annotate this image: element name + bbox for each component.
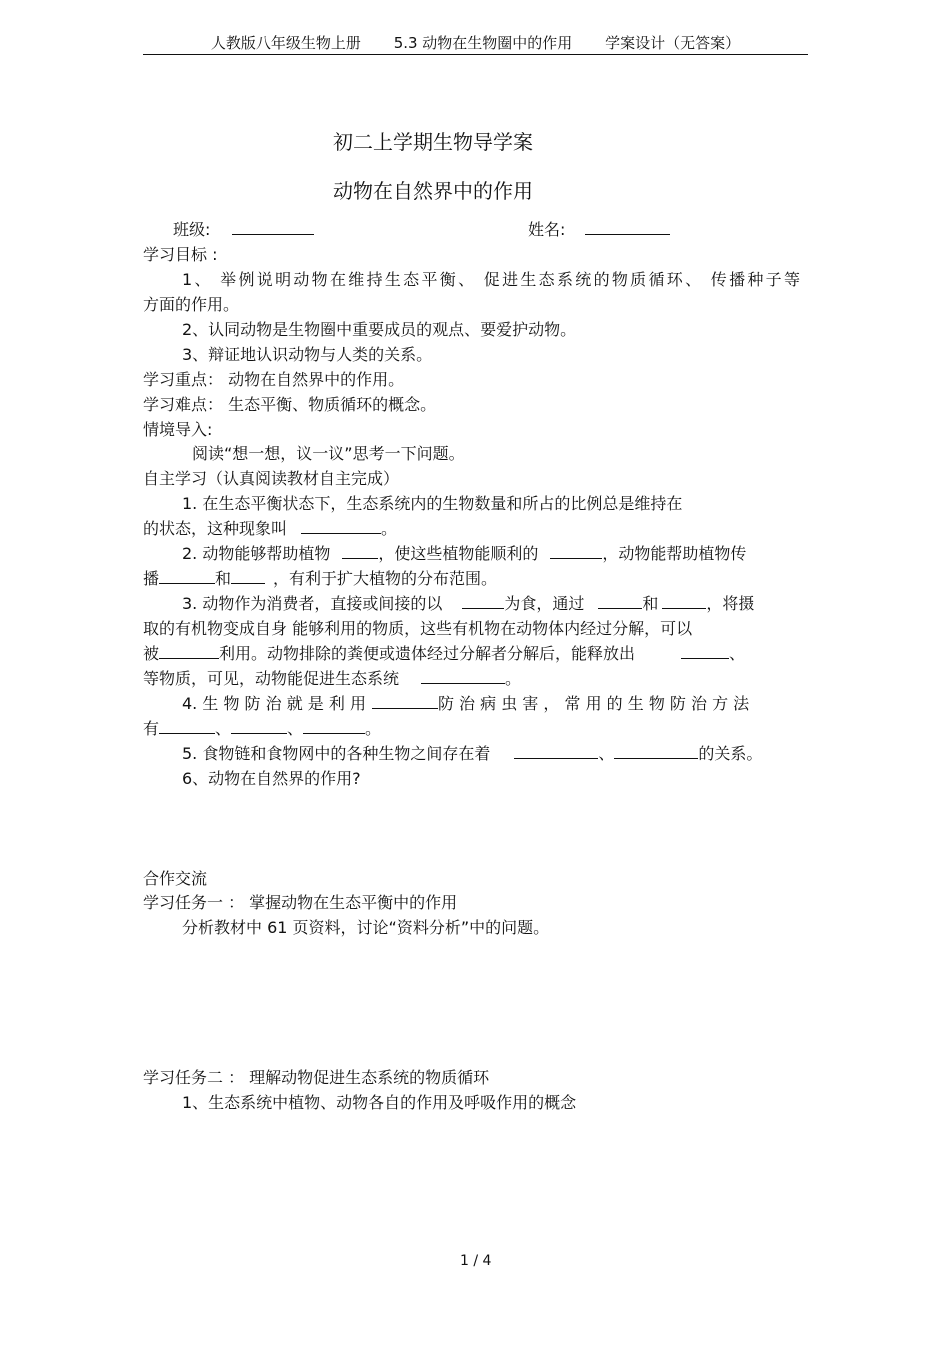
objective-2: 2、认同动物是生物圈中重要成员的观点、要爱护动物。 <box>182 320 577 339</box>
document-title: 初二上学期生物导学案 <box>333 130 533 154</box>
answer-blank[interactable] <box>372 694 438 709</box>
objective-1-line1: 1、 举例说明动物在维持生态平衡、 促进生态系统的物质循环、 传播种子等 <box>182 270 800 289</box>
question-2-text: ，动物能帮助植物传 <box>602 544 747 563</box>
punctuation: 。 <box>505 669 522 688</box>
answer-blank[interactable] <box>662 594 706 609</box>
intro-heading: 情境导入: <box>143 420 213 439</box>
page-header <box>143 34 808 52</box>
task-1-title: 学习任务一 ： 掌握动物在生态平衡中的作用 <box>143 893 458 912</box>
answer-blank[interactable] <box>421 669 505 684</box>
document-subtitle: 动物在自然界中的作用 <box>333 179 533 203</box>
question-4-text: 有 <box>143 719 160 738</box>
question-5-text: 5. 食物链和食物网中的各种生物之间存在着 <box>182 744 491 763</box>
question-3-text: 和 <box>642 594 659 613</box>
answer-blank[interactable] <box>462 594 504 609</box>
answer-blank[interactable] <box>303 719 365 734</box>
answer-blank[interactable] <box>681 644 729 659</box>
answer-blank[interactable] <box>231 719 287 734</box>
punctuation: 、 <box>598 744 615 763</box>
answer-blank[interactable] <box>159 644 219 659</box>
task-1-text: 分析教材中 61 页资料，讨论“资料分析”中的问题。 <box>182 918 550 937</box>
question-3-line4 <box>143 669 521 689</box>
objective-3: 3、辩证地认识动物与人类的关系。 <box>182 345 433 364</box>
task-2-title: 学习任务二 ： 理解动物促进生态系统的物质循环 <box>143 1068 490 1087</box>
key-point: 学习重点： 动物在自然界中的作用。 <box>143 370 405 389</box>
question-3-text: 被 <box>143 644 160 663</box>
question-2-text: 播 <box>143 569 160 588</box>
answer-blank[interactable] <box>231 569 265 584</box>
objective-1-line2: 方面的作用。 <box>143 295 240 314</box>
class-label: 班级: <box>173 220 211 239</box>
question-3-text: 3. 动物作为消费者，直接或间接的以 <box>182 594 443 613</box>
question-3-line3 <box>143 644 745 664</box>
answer-blank[interactable] <box>598 594 642 609</box>
header-section: 5.3 动物在生物圈中的作用 <box>393 34 573 52</box>
question-3-text: 利用。动物排除的粪便或遗体经过分解者分解后，能释放出 <box>219 644 636 663</box>
answer-blank[interactable] <box>159 569 215 584</box>
question-5 <box>182 744 762 764</box>
intro-text: 阅读“想一想，议一议”思考一下问题。 <box>192 444 465 463</box>
question-2-text: ，有利于扩大植物的分布范围。 <box>273 569 498 588</box>
question-2-line1 <box>182 544 746 564</box>
class-field <box>173 220 314 240</box>
question-4-line2 <box>143 719 381 739</box>
question-4-line1 <box>182 694 802 714</box>
punctuation: 、 <box>287 719 304 738</box>
punctuation: 。 <box>381 519 398 538</box>
difficulty: 学习难点： 生态平衡、物质循环的概念。 <box>143 395 437 414</box>
objectives-heading: 学习目标 : <box>143 245 218 264</box>
self-study-heading: 自主学习（认真阅读教材自主完成） <box>143 469 400 488</box>
answer-blank[interactable] <box>614 744 698 759</box>
punctuation: 。 <box>365 719 382 738</box>
punctuation: 、 <box>215 719 232 738</box>
task-2-item-1: 1、生态系统中植物、动物各自的作用及呼吸作用的概念 <box>182 1093 577 1112</box>
header-book: 人教版八年级生物上册 <box>210 34 361 52</box>
question-2-text: ，使这些植物能顺利的 <box>378 544 539 563</box>
name-label: 姓名: <box>528 220 566 239</box>
question-3-text: 等物质，可见，动物能促进生态系统 <box>143 669 400 688</box>
question-4-text: 4. 生 物 防 治 就 是 利 用 <box>182 694 366 713</box>
question-2-text: 2. 动物能够帮助植物 <box>182 544 331 563</box>
question-1-line1: 1. 在生态平衡状态下，生态系统内的生物数量和所占的比例总是维持在 <box>182 494 683 513</box>
question-3-text: 为食，通过 <box>504 594 585 613</box>
answer-blank[interactable] <box>301 519 381 534</box>
question-3-line1 <box>182 594 754 614</box>
answer-blank[interactable] <box>514 744 598 759</box>
header-rule <box>143 54 808 55</box>
name-field <box>528 220 670 240</box>
answer-blank[interactable] <box>550 544 602 559</box>
name-blank[interactable] <box>585 220 670 235</box>
question-2-line2 <box>143 569 497 589</box>
answer-blank[interactable] <box>159 719 215 734</box>
cooperation-heading: 合作交流 <box>143 869 208 888</box>
question-2-text: 和 <box>215 569 232 588</box>
punctuation: 、 <box>729 644 746 663</box>
question-1-text: 的状态，这种现象叫 <box>143 519 288 538</box>
answer-blank[interactable] <box>342 544 378 559</box>
question-1-line2 <box>143 519 397 539</box>
question-5-text: 的关系。 <box>698 744 763 763</box>
question-3-text: ，将摄 <box>706 594 755 613</box>
question-4-text: 防 治 病 虫 害 ， 常 用 的 生 物 防 治 方 法 <box>437 694 750 713</box>
class-blank[interactable] <box>232 220 314 235</box>
question-3-line2: 取的有机物变成自身 能够利用的物质，这些有机物在动物体内经过分解，可以 <box>143 619 693 638</box>
header-doc-type: 学案设计（无答案） <box>605 34 741 52</box>
question-6: 6、动物在自然界的作用? <box>182 769 361 788</box>
page-number: 1 / 4 <box>460 1253 492 1269</box>
